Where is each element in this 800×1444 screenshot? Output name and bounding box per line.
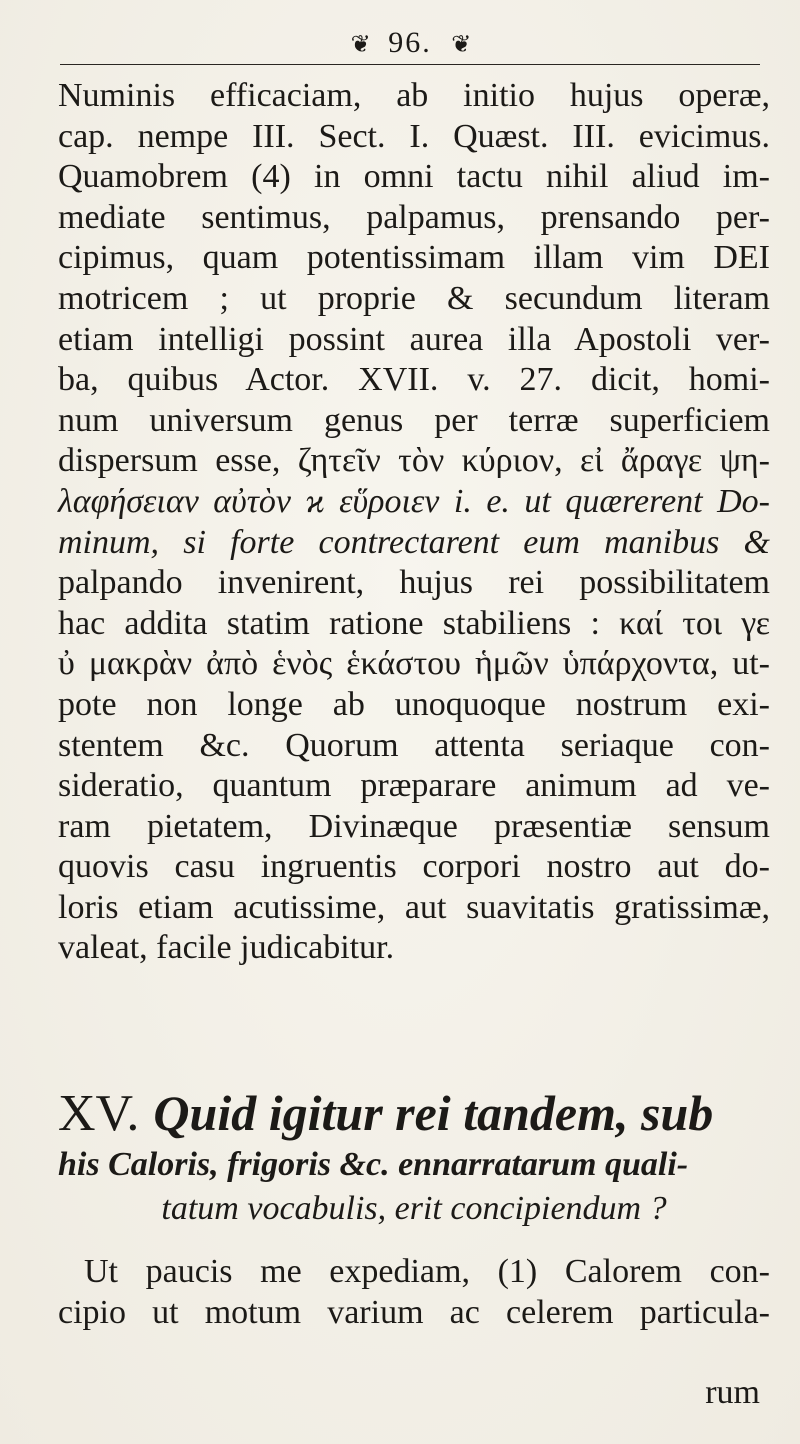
heading-line-2: his Caloris, frigoris &c. ennarratarum quali- [58,1146,689,1183]
text-line: Quamobrem (4) in omni tactu nihil aliud im- [58,158,770,196]
right-ornament: ❦ [451,32,470,58]
text-line: cipimus, quam potentissimam illam vim DEI [58,239,770,277]
heading-line-1 [58,1084,770,1143]
text-line: ba, quibus Actor. XVII. v. 27. dicit, homi- [58,361,770,399]
heading-line-3: tatum vocabulis, erit concipiendum ? [161,1190,667,1227]
text-line: pote non longe ab unoquoque nostrum exi- [58,685,770,723]
text-line: palpando invenirent, hujus rei possibilitatem [58,564,770,602]
text-line: motricem ; ut proprie & secundum literam [58,279,770,317]
text-line-greek: λαφήσειαν αὐτὸν ϰ εὕροιεν i. e. ut quærerent Do- [58,482,770,520]
text-line: num universum genus per terræ superficiem [58,401,770,439]
text-line: Numinis efficaciam, ab initio hujus operæ, [58,77,770,114]
text-line: etiam intelligi possint aurea illa Apostoli ver- [58,320,770,358]
catchword: rum [705,1374,760,1411]
text-line: cipio ut motum varium ac celerem particula- [58,1293,770,1331]
page-number: 96. [388,26,432,59]
page-number-row [60,26,760,60]
text-line-greek: ὐ μακρὰν ἀπὸ ἑνὸς ἑκάστου ἡμῶν ὑπάρχοντα, ut- [58,645,770,683]
page-header [60,12,760,72]
text-line: cap. nempe III. Sect. I. Quæst. III. evicimus. [58,117,770,155]
header-rule [60,64,760,65]
section-heading [58,1084,770,1231]
text-line: mediate sentimus, palpamus, prensando per- [58,198,770,236]
text-line: minum, si forte contrectarent eum manibus & [58,523,770,561]
text-line: ram pietatem, Divinæque præsentiæ sensum [58,807,770,845]
text-line-greek: hac addita statim ratione stabiliens : καί τοι γε [58,604,770,642]
text-line: Ut paucis me expediam, (1) Calorem con- [84,1253,770,1290]
body-text [58,76,770,969]
text-line: quovis casu ingruentis corpori nostro aut do- [58,848,770,886]
left-ornament: ❦ [350,32,369,58]
heading-title: Quid igitur rei tandem, sub [153,1085,714,1141]
text-line-greek: dispersum esse, ζητεῖν τὸν κύριον, εἰ ἄραγε ψη- [58,442,770,480]
text-line: sideratio, quantum præparare animum ad ve- [58,767,770,805]
text-line: loris etiam acutissime, aut suavitatis gratissimæ, [58,888,770,926]
text-line: stentem &c. Quorum attenta seriaque con- [58,726,770,764]
section-number: XV. [58,1085,140,1142]
text-line: valeat, facile judicabitur. [58,929,395,967]
paragraph-2 [58,1252,770,1333]
